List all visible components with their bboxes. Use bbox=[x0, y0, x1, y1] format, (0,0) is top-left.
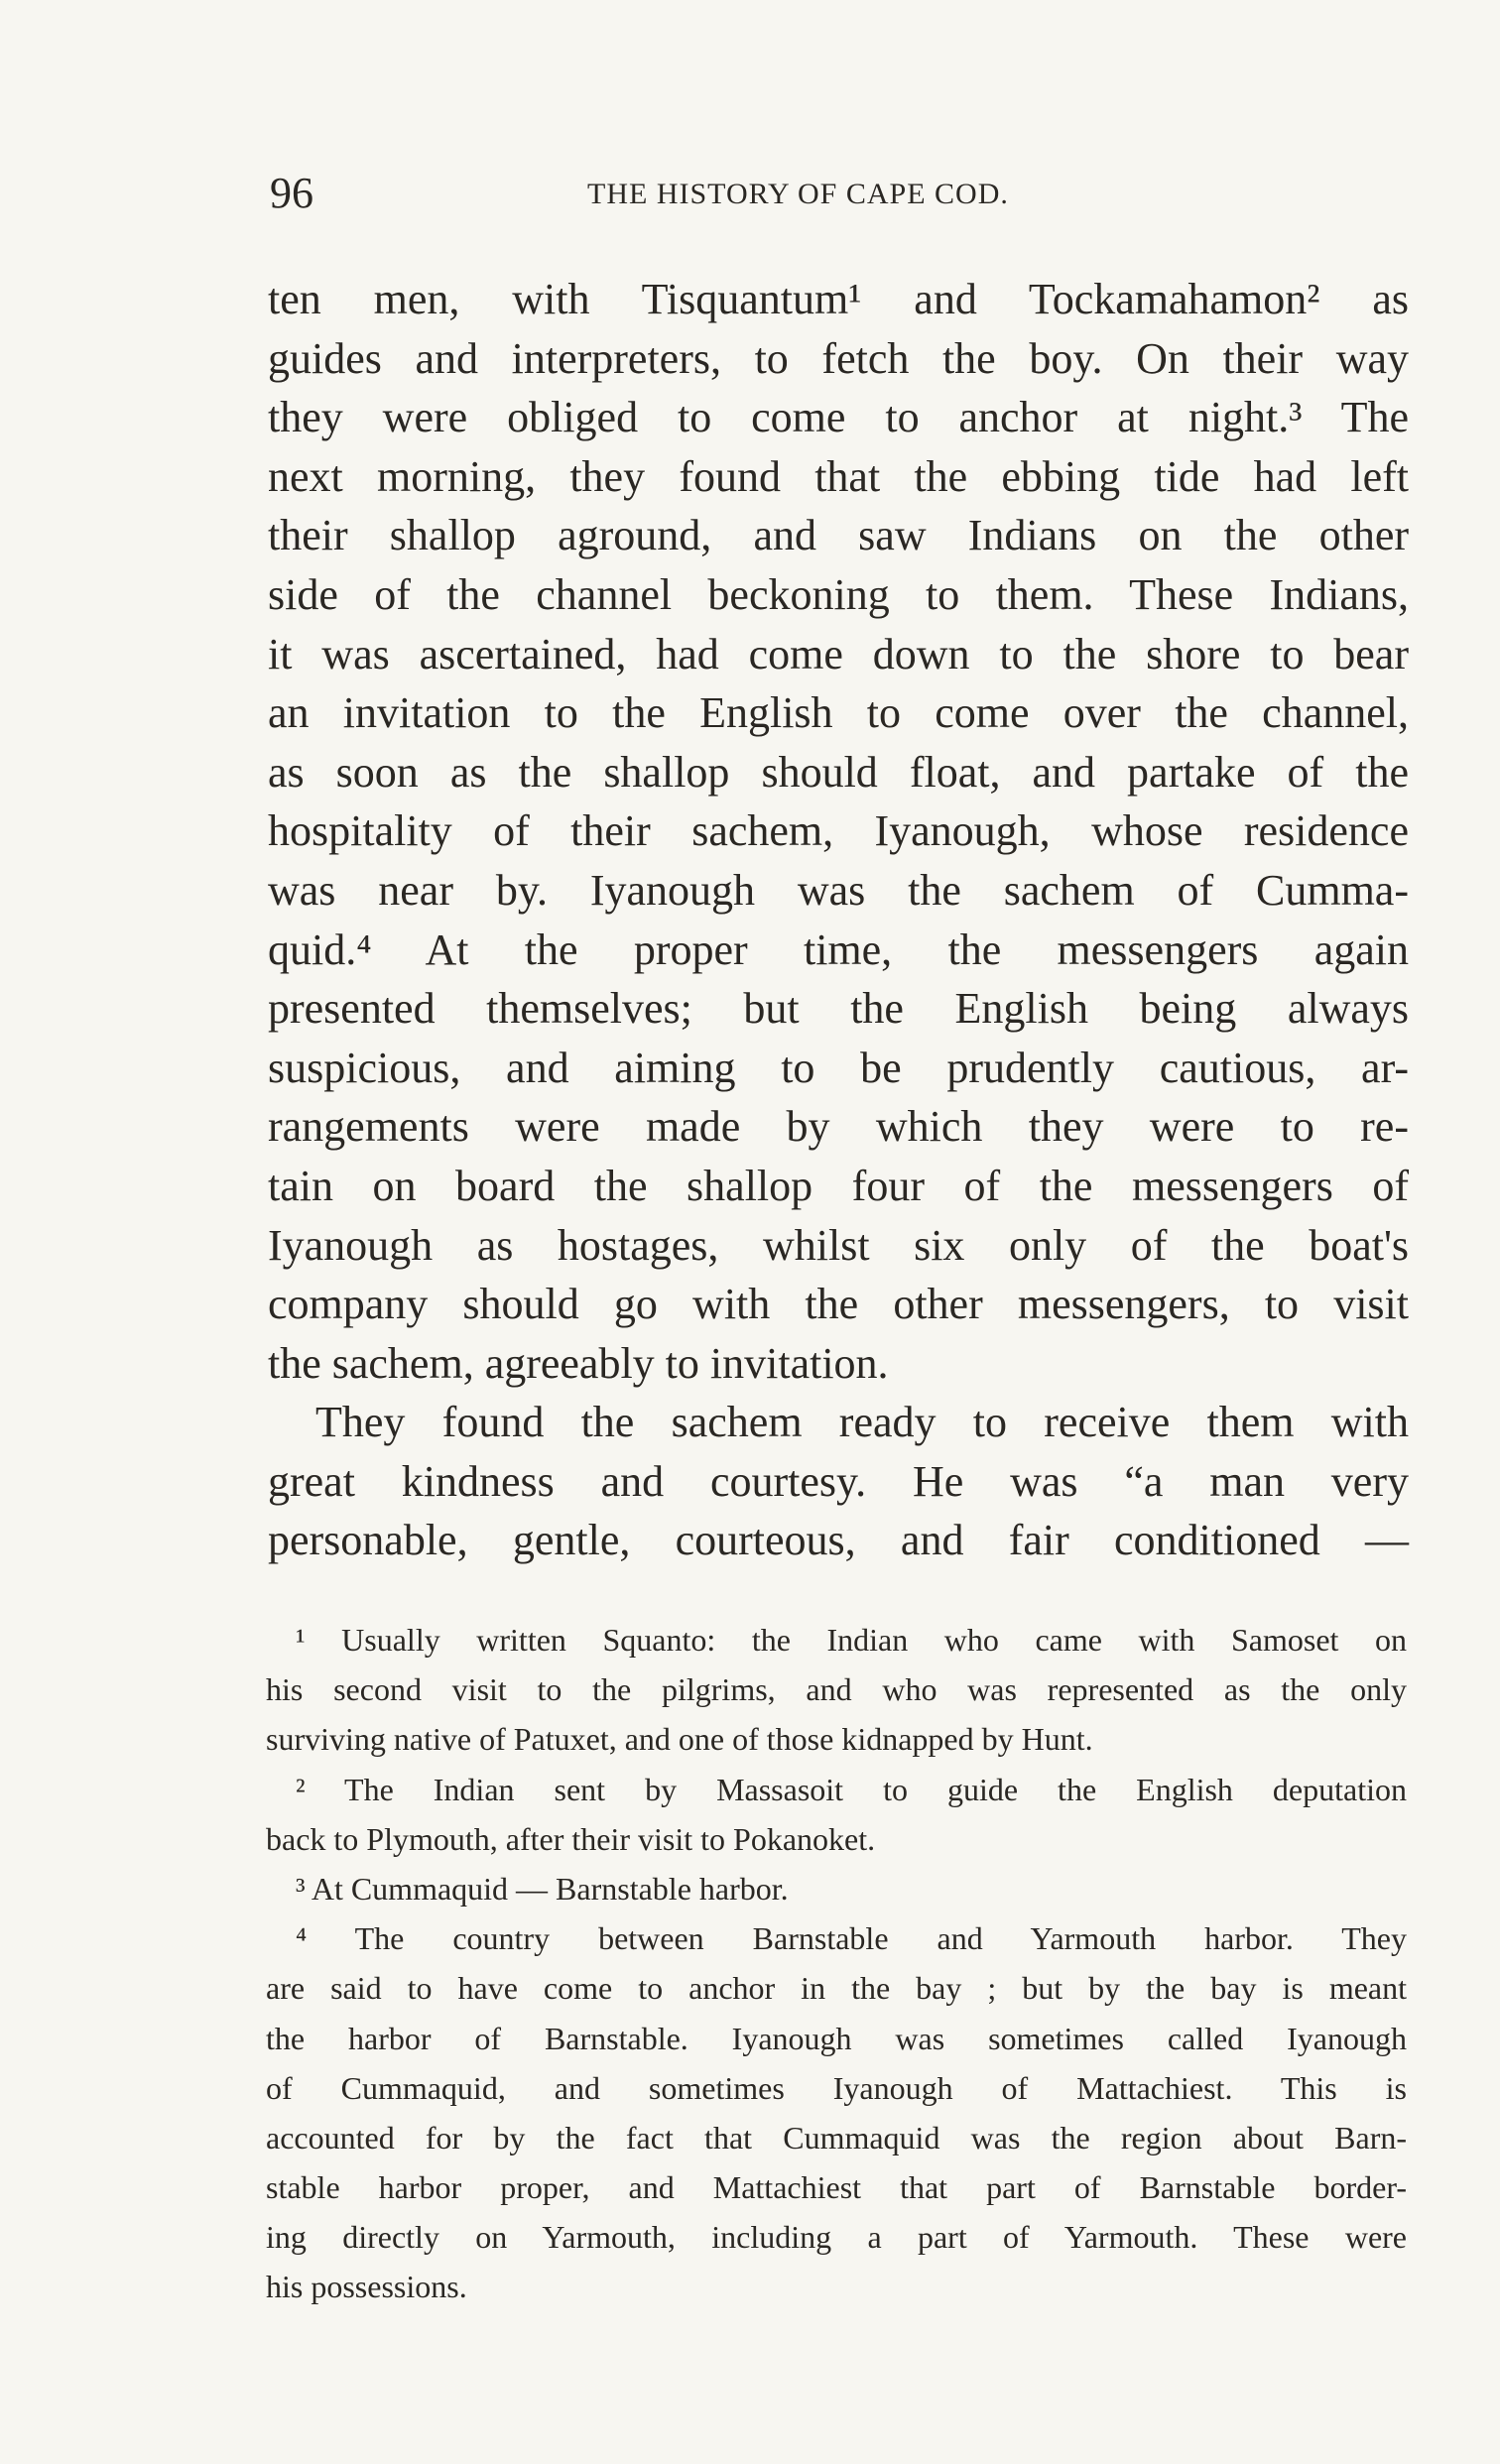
footnote-line: ⁴ The country between Barnstable and Yarmouth harbor. They bbox=[296, 1920, 1407, 1957]
footnote-line: accounted for by the fact that Cummaquid was the region about Barn- bbox=[266, 2119, 1407, 2156]
body-line: the sachem, agreeably to invitation. bbox=[268, 1338, 889, 1388]
body-line: suspicious, and aiming to be prudently cautious, ar- bbox=[268, 1043, 1409, 1092]
body-line: as soon as the shallop should float, and partake of the bbox=[268, 747, 1409, 797]
footnote-line: ³ At Cummaquid — Barnstable harbor. bbox=[296, 1870, 789, 1907]
body-line: company should go with the other messengers, to visit bbox=[268, 1280, 1409, 1329]
footnote-line: surviving native of Patuxet, and one of those kidnapped by Hunt. bbox=[266, 1721, 1093, 1758]
body-line: an invitation to the English to come over the channel, bbox=[268, 688, 1409, 738]
footnote-line: are said to have come to anchor in the bay ; but by the bay is meant bbox=[266, 1970, 1407, 2007]
body-line: it was ascertained, had come down to the shore to bear bbox=[268, 629, 1409, 678]
body-line: quid.⁴ At the proper time, the messengers again bbox=[268, 924, 1409, 974]
running-head bbox=[270, 169, 1222, 218]
body-line: great kindness and courtesy. He was “a man very bbox=[268, 1456, 1409, 1506]
footnote-line: his second visit to the pilgrims, and who was represented as the only bbox=[266, 1671, 1407, 1708]
body-line: tain on board the shallop four of the messengers of bbox=[268, 1161, 1409, 1210]
body-line: they were obliged to come to anchor at night.³ The bbox=[268, 393, 1409, 442]
body-line: presented themselves; but the English being always bbox=[268, 984, 1409, 1034]
body-line: ten men, with Tisquantum¹ and Tockamahamon² as bbox=[268, 275, 1409, 323]
footnote-line: of Cummaquid, and sometimes Iyanough of Mattachiest. This is bbox=[266, 2069, 1407, 2106]
footnote-line: the harbor of Barnstable. Iyanough was sometimes called Iyanough bbox=[266, 2020, 1407, 2056]
body-line: personable, gentle, courteous, and fair conditioned — bbox=[268, 1516, 1409, 1565]
page-number: 96 bbox=[270, 169, 313, 217]
footnote-line: stable harbor proper, and Mattachiest that part of Barnstable border- bbox=[266, 2169, 1407, 2206]
body-text bbox=[268, 270, 1409, 1570]
body-line: Iyanough as hostages, whilst six only of the boat's bbox=[268, 1220, 1409, 1270]
body-line: side of the channel beckoning to them. These Indians, bbox=[268, 569, 1409, 619]
body-line: was near by. Iyanough was the sachem of Cumma- bbox=[268, 865, 1409, 915]
footnote-line: his possessions. bbox=[266, 2269, 467, 2305]
body-line: next morning, they found that the ebbing tide had left bbox=[268, 451, 1409, 501]
running-title: THE HISTORY OF CAPE COD. bbox=[587, 178, 1009, 210]
footnote-line: ing directly on Yarmouth, including a part of Yarmouth. These were bbox=[266, 2219, 1407, 2256]
body-line: hospitality of their sachem, Iyanough, whose residence bbox=[268, 806, 1409, 856]
body-line: guides and interpreters, to fetch the boy. On their way bbox=[268, 333, 1409, 383]
body-line: rangements were made by which they were to re- bbox=[268, 1102, 1409, 1152]
footnote-line: ² The Indian sent by Massasoit to guide the English deputation bbox=[296, 1771, 1407, 1807]
body-line: their shallop aground, and saw Indians on the other bbox=[268, 511, 1409, 560]
footnotes bbox=[266, 1615, 1407, 2312]
footnote-line: ¹ Usually written Squanto: the Indian who came with Samoset on bbox=[296, 1622, 1407, 1658]
body-line: They found the sachem ready to receive them with bbox=[315, 1398, 1409, 1447]
footnote-line: back to Plymouth, after their visit to Pokanoket. bbox=[266, 1820, 876, 1857]
